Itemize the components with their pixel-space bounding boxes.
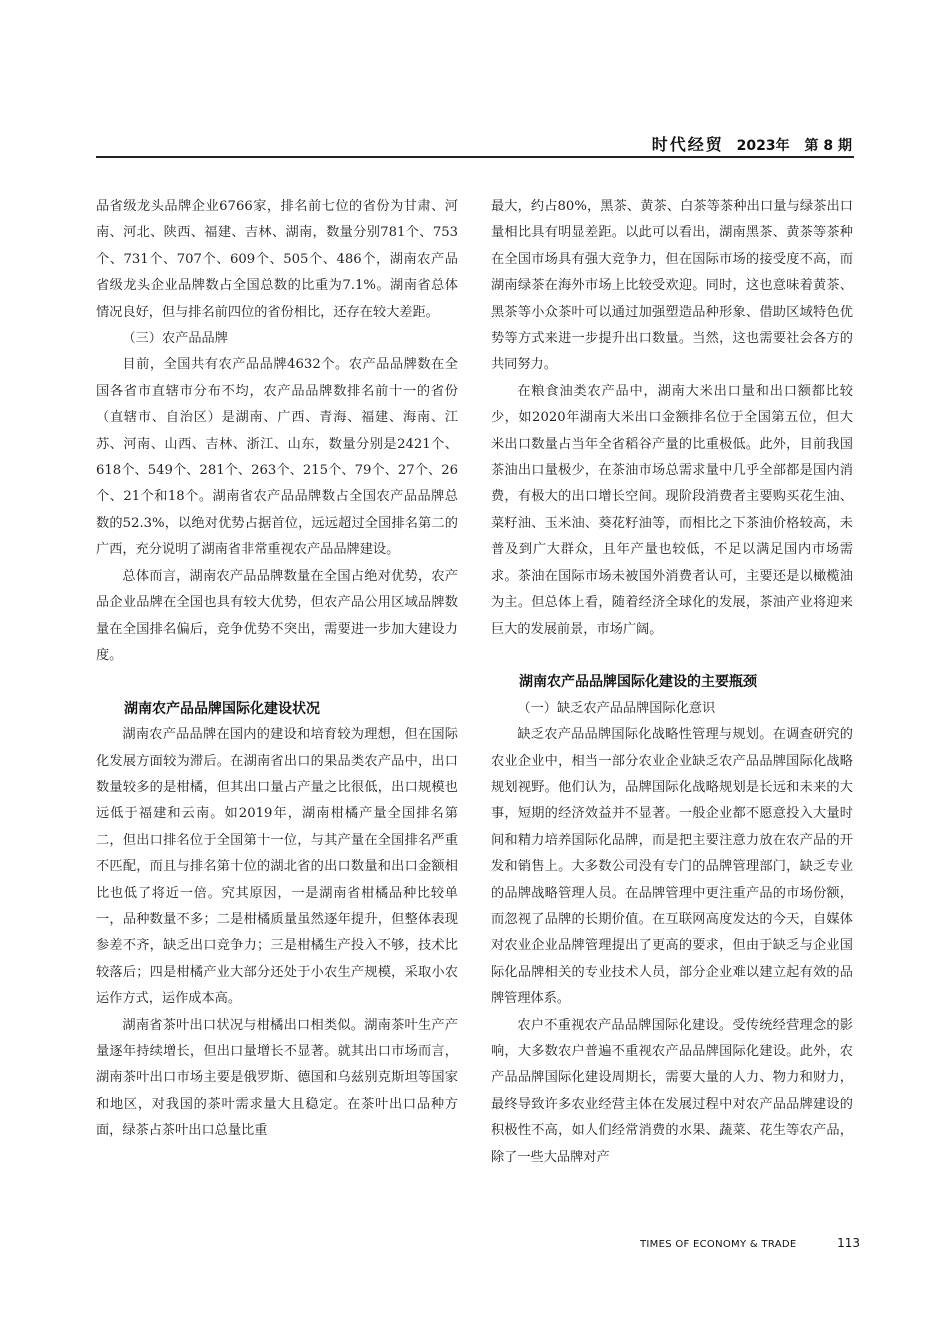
section-heading: 湖南农产品品牌国际化建设的主要瓶颈 xyxy=(519,674,757,691)
section-gap xyxy=(491,643,853,669)
paragraph: 缺乏农产品品牌国际化战略性管理与规划。在调查研究的农业企业中，相当一部分农业企业缺乏农产品品牌国际化战略规划视野。他们认为，品牌国际化战略规划是长远和未来的大事，短期的经济效益并不显著。一般企业都不愿意投入大量时间和精力培养国际化品牌，而是把主要注意力放在农产品的开发和销售上。大多数公司没有专门的品牌管理部门，缺乏专业的品牌战略管理人员。在品牌管理中更注重产品的市场份额，而忽视了品牌的长期价值。在互联网高度发达的今天，自媒体对农业企业品牌管理提出了更高的要求，但由于缺乏与企业国际化品牌相关的专业技术人员，部分企业难以建立起有效的品牌管理体系。 xyxy=(491,727,853,1007)
section-gap xyxy=(96,669,458,695)
issue-number: 第 8 期 xyxy=(804,138,852,154)
running-header xyxy=(96,128,854,158)
magazine-title: 时代经贸 xyxy=(651,135,724,154)
running-footer xyxy=(640,1236,860,1254)
paragraph: 目前，全国共有农产品品牌4632个。农产品品牌数在全国各省市直辖市分布不均，农产品品牌数排名前十一的省份（直辖市、自治区）是湖南、广西、青海、福建、海南、江苏、河南、山西、吉林、浙江、山东，数量分别是2421个、618个、549个、281个、263个、215个、79个、27个、26个、21个和18个。湖南省农产品品牌数占全国农产品品牌总数的52.3%，以绝对优势占据首位，远远超过全国排名第二的广西，充分说明了湖南省非常重视农产品品牌建设。 xyxy=(96,357,458,558)
subsection-heading: （三）农产品品牌 xyxy=(122,331,228,347)
paragraph: 农户不重视农产品品牌国际化建设。受传统经营理念的影响，大多数农户普遍不重视农产品品牌国际化建设。此外，农产品品牌国际化建设周期长，需要大量的人力、物力和财力，最终导致许多农业经营主体在发展过程中对农产品品牌建设的积极性不高，如人们经常消费的水果、蔬菜、花生等农产品，除了一些大品牌对产 xyxy=(491,1017,853,1165)
paragraph: 总体而言，湖南农产品品牌数量在全国占绝对优势，农产品企业品牌在全国也具有较大优势，但农产品公用区域品牌数量在全国排名偏后，竞争优势不突出，需要进一步加大建设力度。 xyxy=(96,568,458,663)
paragraph: 湖南农产品品牌在国内的建设和培育较为理想，但在国际化发展方面较为滞后。在湖南省出口的果品类农产品中，出口数量较多的是柑橘，但其出口量占产量之比很低，出口规模也远低于福建和云南。如2019年，湖南柑橘产量全国排名第二，但出口排名位于全国第十一位，与其产量在全国排名严重不匹配，而且与排名第十位的湖北省的出口数量和出口金额相比也低了将近一倍。究其原因，一是湖南省柑橘品种比较单一，品种数量不多；二是柑橘质量虽然逐年提升，但整体表现参差不齐，缺乏出口竞争力；三是柑橘生产投入不够，技术比较落后；四是柑橘产业大部分还处于小农生产规模，采取小农运作方式，运作成本高。 xyxy=(96,727,458,1007)
subsection-heading: （一）缺乏农产品品牌国际化意识 xyxy=(517,700,716,716)
issue-year: 2023年 xyxy=(736,138,790,154)
paragraph: 最大，约占80%，黑茶、黄茶、白茶等茶种出口量与绿茶出口量相比具有明显差距。以此可以看出，湖南黑茶、黄茶等茶种在全国市场具有强大竞争力，但在国际市场的接受度不高，而湖南绿茶在海外市场上比较受欢迎。同时，这也意味着黄茶、黑茶等小众茶叶可以通过加强塑造品种形象、借助区域特色优势等方式来进一步提升出口数量。当然，这也需要社会各方的共同努力。 xyxy=(491,199,853,373)
right-column xyxy=(491,194,853,1171)
paragraph: 湖南省茶叶出口状况与柑橘出口相类似。湖南茶叶生产产量逐年持续增长，但出口量增长不显著。就其出口市场而言，湖南茶叶出口市场主要是俄罗斯、德国和乌兹别克斯坦等国家和地区，对我国的茶叶需求量大且稳定。在茶叶出口品种方面，绿茶占茶叶出口总量比重 xyxy=(96,1017,458,1139)
section-heading: 湖南农产品品牌国际化建设状况 xyxy=(124,700,320,717)
left-column xyxy=(96,194,458,1145)
paragraph: 在粮食油类农产品中，湖南大米出口量和出口额都比较少，如2020年湖南大米出口金额排名位于全国第五位，但大米出口数量占当年全省稻谷产量的比重极低。此外，目前我国茶油出口量极少，在茶油市场总需求量中几乎全部都是国内消费，有极大的出口增长空间。现阶段消费者主要购买花生油、菜籽油、玉米油、葵花籽油等，而相比之下茶油价格较高，未普及到广大群众，且年产量也较低，不足以满足国内市场需求。茶油在国际市场未被国外消费者认可，主要还是以橄榄油为主。但总体上看，随着经济全球化的发展，茶油产业将迎来巨大的发展前景，市场广阔。 xyxy=(491,383,853,637)
paragraph: 品省级龙头品牌企业6766家，排名前七位的省份为甘肃、河南、河北、陕西、福建、吉林、湖南，数量分别781个、753个、731个、707个、609个、505个、486个，湖南农产品省级龙头企业品牌数占全国总数的比重为7.1%。湖南省总体情况良好，但与排名前四位的省份相比，还存在较大差距。 xyxy=(96,199,458,320)
magazine-english-title: TIMES OF ECONOMY & TRADE xyxy=(640,1239,797,1250)
header-info xyxy=(652,132,852,155)
page-number: 113 xyxy=(837,1236,860,1250)
